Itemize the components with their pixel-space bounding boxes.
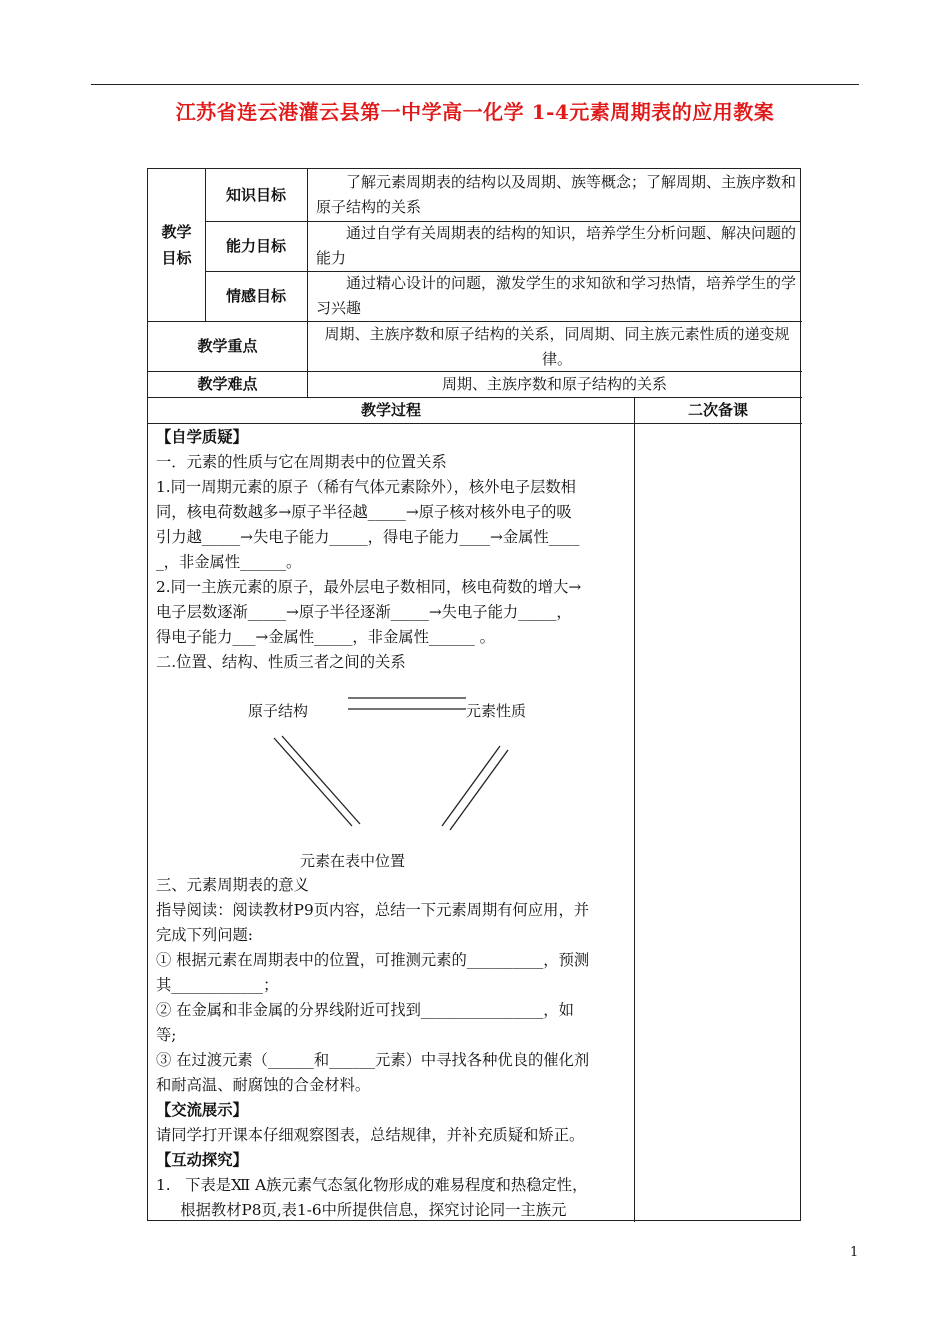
section-self-study: 【自学质疑】 [156, 428, 248, 446]
process-line: _，非金属性______。 [156, 553, 302, 571]
process-line: 指导阅读：阅读教材P9页内容，总结一下元素周期有何应用，并 [156, 901, 590, 919]
focus-text: 周期、主族序数和原子结构的关系，同周期、同主族元素性质的递变规律。 [324, 325, 790, 368]
process-line: 二.位置、结构、性质三者之间的关系 [156, 653, 406, 671]
process-line: 电子层数逐渐_____→原子半径逐渐_____→失电子能力_____， [156, 603, 572, 621]
process-line: 其____________； [156, 976, 279, 994]
second-prep-header: 二次备课 [687, 400, 748, 419]
diagonal-right-2 [450, 750, 508, 830]
difficulty-label: 教学难点 [197, 374, 258, 393]
label-table-position: 元素在表中位置 [300, 852, 406, 870]
diagonal-left-1 [274, 738, 352, 826]
objectives-header: 教学目标 [161, 223, 192, 267]
difficulty-text: 周期、主族序数和原子结构的关系 [441, 374, 667, 393]
process-line: 和耐高温、耐腐蚀的合金材料。 [156, 1076, 371, 1094]
header-rule [91, 84, 859, 85]
objective-text-knowledge: 了解元素周期表的结构以及周期、族等概念；了解周期、主族序数和原子结构的关系 [316, 173, 797, 216]
objective-text-emotion: 通过精心设计的问题，激发学生的求知欲和学习热情，培养学生的学习兴趣 [316, 274, 797, 317]
label-atomic-structure: 原子结构 [248, 702, 309, 720]
process-line: ① 根据元素在周期表中的位置，可推测元素的__________，预测 [156, 951, 590, 969]
process-line: 完成下列问题: [156, 926, 253, 944]
section-exchange: 【交流展示】 [156, 1101, 248, 1119]
process-line: 一．元素的性质与它在周期表中的位置关系 [156, 453, 447, 471]
process-line: ② 在金属和非金属的分界线附近可找到________________，如 [156, 1001, 574, 1019]
focus-label: 教学重点 [197, 336, 258, 355]
process-line: 同，核电荷数越多→原子半径越_____→原子核对核外电子的吸 [156, 503, 572, 521]
col-divider [634, 397, 635, 1222]
diagonal-left-2 [282, 736, 360, 824]
relationship-diagram [148, 674, 634, 854]
objective-label-emotion: 情感目标 [225, 286, 286, 305]
process-line: ③ 在过渡元素（______和______元素）中寻找各种优良的催化剂 [156, 1051, 590, 1069]
process-line: 2.同一主族元素的原子，最外层电子数相同，核电荷数的增大→ [156, 578, 582, 596]
row-divider [148, 423, 802, 424]
process-line: 得电子能力___→金属性_____，非金属性______ 。 [156, 628, 495, 646]
objective-text-ability: 通过自学有关周期表的结构的知识，培养学生分析问题、解决问题的能力 [316, 224, 797, 267]
process-line: 1. 下表是Ⅻ A族元素气态氢化物形成的难易程度和热稳定性， [156, 1176, 588, 1194]
lesson-plan-table [147, 168, 801, 1221]
process-header: 教学过程 [360, 400, 421, 419]
document-title: 江苏省连云港灌云县第一中学高一化学 1-4元素周期表的应用教案 [175, 100, 775, 124]
process-line: 请同学打开课本仔细观察图表，总结规律，并补充质疑和矫正。 [156, 1126, 585, 1144]
col-divider [307, 169, 308, 321]
objective-label-ability: 能力目标 [225, 236, 286, 255]
process-line: 三、元素周期表的意义 [156, 876, 309, 894]
diagonal-right-1 [442, 746, 500, 826]
process-line: 等; [156, 1026, 177, 1044]
label-element-properties: 元素性质 [466, 702, 527, 720]
process-line: 引力越_____→失电子能力_____，得电子能力____→金属性____ [156, 528, 580, 546]
objective-label-knowledge: 知识目标 [225, 185, 286, 204]
process-line: 1.同一周期元素的原子（稀有气体元素除外），核外电子层数相 [156, 478, 576, 496]
process-line: 根据教材P8页,表1-6中所提供信息，探究讨论同一主族元 [156, 1201, 567, 1219]
section-interactive: 【互动探究】 [156, 1151, 248, 1169]
page-number: 1 [850, 1245, 859, 1260]
